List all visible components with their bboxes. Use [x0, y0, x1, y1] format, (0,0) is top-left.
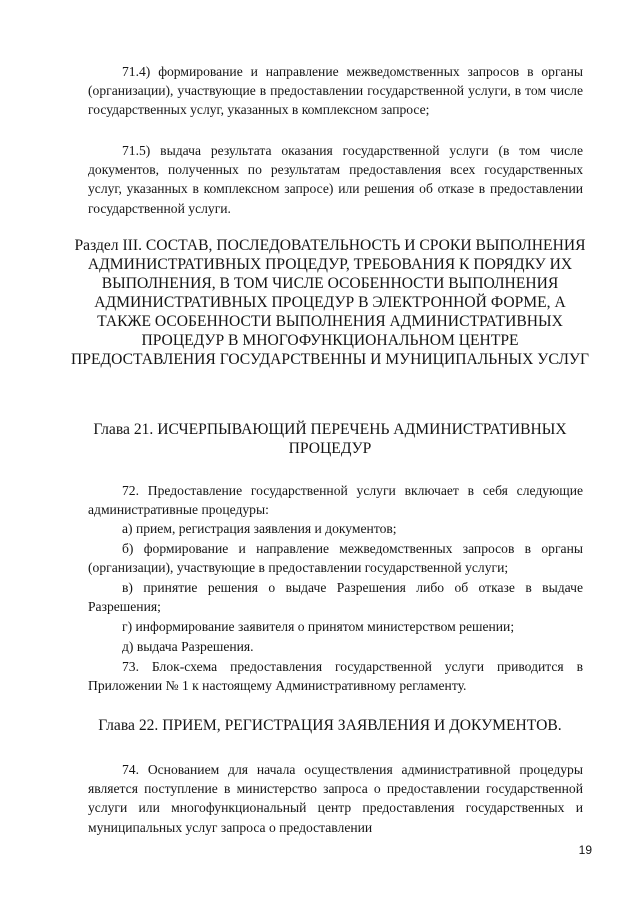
section-3-heading: Раздел III. СОСТАВ, ПОСЛЕДОВАТЕЛЬНОСТЬ И СРОКИ ВЫПОЛНЕНИЯ АДМИНИСТРАТИВНЫХ ПРОЦЕДУР, ТРЕБОВАНИЯ К ПОРЯДКУ ИХ ВЫПОЛНЕНИЯ, В ТОМ ЧИСЛЕ ОСОБЕННОСТИ ВЫПОЛНЕНИЯ АДМИНИСТРАТИВНЫХ ПРОЦЕДУР В ЭЛЕКТРОННОЙ ФОРМЕ, А ТАКЖЕ ОСОБЕННОСТИ ВЫПОЛНЕНИЯ АДМИНИСТРАТИВНЫХ ПРОЦЕДУР В МНОГОФУНКЦИОНАЛЬНОМ ЦЕНТРЕ ПРЕДОСТАВЛЕНИЯ ГОСУДАРСТВЕННЫ И МУНИЦИПАЛЬНЫХ УСЛУГ: [71, 237, 589, 368]
paragraph-74: 74. Основанием для начала осуществления административной процедуры является поступление в министерство запроса о предоставлении государственной услуги или многофункциональный центр предоставления государственных и муниципальных услуг запроса о предоставлении: [88, 762, 583, 835]
list-item-v: в) принятие решения о выдаче Разрешения либо об отказе в выдаче Разрешения;: [88, 580, 583, 615]
list-item-b: б) формирование и направление межведомственных запросов в органы (организации), участвующие в предоставлении государственной услуги;: [88, 541, 583, 576]
chapter-21-heading: Глава 21. ИСЧЕРПЫВАЮЩИЙ ПЕРЕЧЕНЬ АДМИНИСТРАТИВНЫХ ПРОЦЕДУР: [93, 421, 567, 457]
paragraph-71-5: 71.5) выдача результата оказания государственной услуги (в том числе документов, полученных по результатам предоставления всех государственных услуг, указанных в комплексном запросе) или решения об отказе в предоставлении государственной услуги.: [88, 143, 583, 216]
paragraph-72: 72. Предоставление государственной услуги включает в себя следующие административные процедуры:: [88, 483, 583, 518]
list-item-a: а) прием, регистрация заявления и документов;: [122, 521, 397, 536]
list-item-d: д) выдача Разрешения.: [122, 639, 254, 654]
chapter-22-heading: Глава 22. ПРИЕМ, РЕГИСТРАЦИЯ ЗАЯВЛЕНИЯ И ДОКУМЕНТОВ.: [98, 717, 562, 734]
page-number: 19: [578, 843, 592, 857]
paragraph-71-4: 71.4) формирование и направление межведомственных запросов в органы (организации), участвующие в предоставлении государственной услуги, в том числе государственных услуг, указанных в комплексном запросе;: [88, 64, 583, 118]
paragraph-73: 73. Блок-схема предоставления государственной услуги приводится в Приложении № 1 к настоящему Административному регламенту.: [88, 659, 583, 694]
list-item-g: г) информирование заявителя о принятом министерством решении;: [122, 619, 515, 634]
